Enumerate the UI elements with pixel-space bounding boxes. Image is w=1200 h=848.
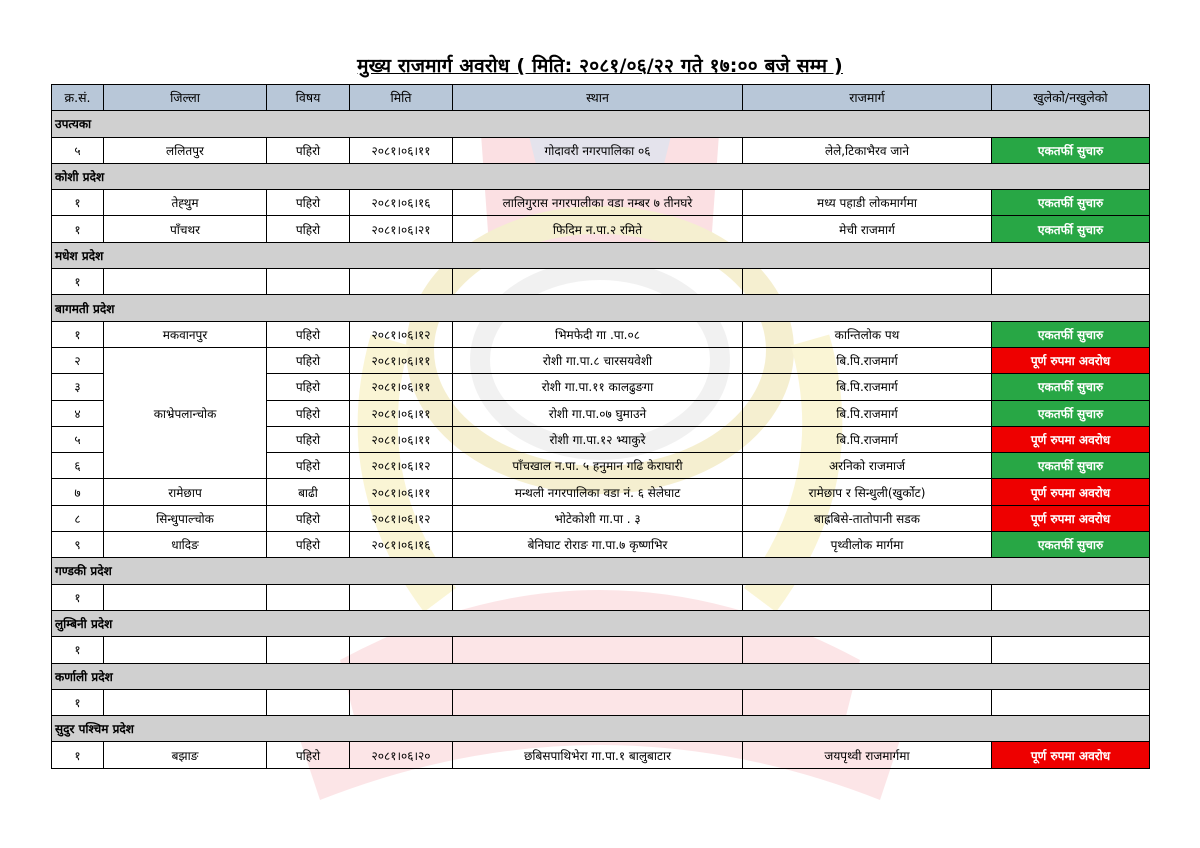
cell-highway: अरनिको राजमार्ज — [743, 453, 992, 479]
cell-sn: १ — [52, 216, 104, 242]
cell-subject: पहिरो — [267, 532, 350, 558]
section-title: सुदुर पश्चिम प्रदेश — [52, 716, 1150, 742]
cell-highway: बि.पि.राजमार्ग — [743, 400, 992, 426]
cell-date: २०८१।०६।१२ — [350, 505, 453, 531]
cell-sn: ४ — [52, 400, 104, 426]
cell-status — [992, 584, 1150, 610]
cell-place: रोशी गा.पा.८ चारसयवेशी — [453, 347, 743, 373]
cell-place — [453, 637, 743, 663]
section-title: लुम्बिनी प्रदेश — [52, 610, 1150, 636]
cell-highway: पृथ्वीलोक मार्गमा — [743, 532, 992, 558]
cell-place: मन्थली नगरपालिका वडा नं. ६ सेलेघाट — [453, 479, 743, 505]
col-header-place: स्थान — [453, 85, 743, 111]
table-header-row — [52, 85, 1150, 111]
cell-highway — [743, 689, 992, 715]
cell-sn: १ — [52, 269, 104, 295]
section-title: बागमती प्रदेश — [52, 295, 1150, 321]
cell-highway: बि.पि.राजमार्ग — [743, 426, 992, 452]
cell-sn: १ — [52, 190, 104, 216]
section-row — [52, 716, 1150, 742]
cell-place: बेनिघाट रोराङ गा.पा.७ कृष्णभिर — [453, 532, 743, 558]
cell-status: एकतर्फी सुचारु — [992, 400, 1150, 426]
cell-sn: २ — [52, 347, 104, 373]
cell-district — [104, 689, 267, 715]
cell-status: पूर्ण रुपमा अवरोध — [992, 347, 1150, 373]
section-row — [52, 663, 1150, 689]
cell-status: एकतर्फी सुचारु — [992, 137, 1150, 163]
cell-highway: कान्तिलोक पथ — [743, 321, 992, 347]
cell-sn: ६ — [52, 453, 104, 479]
table-row — [52, 689, 1150, 715]
cell-sn: १ — [52, 742, 104, 768]
table-row — [52, 347, 1150, 373]
cell-subject: पहिरो — [267, 347, 350, 373]
cell-subject: पहिरो — [267, 505, 350, 531]
cell-highway: मध्य पहाडी लोकमार्गमा — [743, 190, 992, 216]
cell-date — [350, 637, 453, 663]
cell-status — [992, 689, 1150, 715]
cell-date — [350, 269, 453, 295]
cell-subject: पहिरो — [267, 742, 350, 768]
col-header-subject: विषय — [267, 85, 350, 111]
cell-district: पाँचथर — [104, 216, 267, 242]
cell-date — [350, 584, 453, 610]
cell-sn: १ — [52, 637, 104, 663]
cell-highway — [743, 637, 992, 663]
cell-highway: जयपृथ्वी राजमार्गमा — [743, 742, 992, 768]
cell-subject — [267, 269, 350, 295]
cell-date: २०८१।०६।१६ — [350, 532, 453, 558]
col-header-highway: राजमार्ग — [743, 85, 992, 111]
cell-subject: बाढी — [267, 479, 350, 505]
cell-subject: पहिरो — [267, 216, 350, 242]
cell-subject: पहिरो — [267, 137, 350, 163]
cell-date: २०८१।०६।११ — [350, 137, 453, 163]
cell-status: पूर्ण रुपमा अवरोध — [992, 479, 1150, 505]
col-header-date: मिति — [350, 85, 453, 111]
table-row — [52, 637, 1150, 663]
cell-sn: ८ — [52, 505, 104, 531]
cell-district: तेह्थुम — [104, 190, 267, 216]
table-row — [52, 190, 1150, 216]
cell-status — [992, 637, 1150, 663]
cell-highway — [743, 584, 992, 610]
cell-subject: पहिरो — [267, 190, 350, 216]
cell-status: एकतर्फी सुचारु — [992, 321, 1150, 347]
cell-status: एकतर्फी सुचारु — [992, 532, 1150, 558]
section-title: कोशी प्रदेश — [52, 163, 1150, 189]
cell-place: रोशी गा.पा.०७ घुमाउने — [453, 400, 743, 426]
cell-place: पाँचखाल न.पा. ५ हनुमान गढि केराघारी — [453, 453, 743, 479]
cell-subject — [267, 584, 350, 610]
cell-district — [104, 584, 267, 610]
page-title: मुख्य राजमार्ग अवरोध ( मिति: २०८१/०६/२२ गते १७:०० बजे सम्म ) — [357, 55, 843, 77]
cell-place: रोशी गा.पा.११ कालढुङगा — [453, 374, 743, 400]
cell-date — [350, 689, 453, 715]
cell-district: मकवानपुर — [104, 321, 267, 347]
cell-date: २०८१।०६।११ — [350, 479, 453, 505]
cell-place: रोशी गा.पा.१२ भ्याकुरे — [453, 426, 743, 452]
cell-sn: १ — [52, 321, 104, 347]
section-row — [52, 111, 1150, 137]
cell-place — [453, 689, 743, 715]
cell-place — [453, 584, 743, 610]
cell-district — [104, 637, 267, 663]
section-title: गण्डकी प्रदेश — [52, 558, 1150, 584]
section-row — [52, 295, 1150, 321]
highway-obstruction-table — [51, 84, 1150, 769]
cell-date: २०८१।०६।११ — [350, 374, 453, 400]
cell-subject: पहिरो — [267, 426, 350, 452]
cell-status: एकतर्फी सुचारु — [992, 216, 1150, 242]
cell-district: ललितपुर — [104, 137, 267, 163]
table-row — [52, 584, 1150, 610]
cell-highway — [743, 269, 992, 295]
cell-highway: लेले,टिकाभैरव जाने — [743, 137, 992, 163]
cell-place — [453, 269, 743, 295]
cell-status — [992, 269, 1150, 295]
cell-subject: पहिरो — [267, 374, 350, 400]
cell-sn: ३ — [52, 374, 104, 400]
cell-district: बझाङ — [104, 742, 267, 768]
section-title: मधेश प्रदेश — [52, 242, 1150, 268]
table-row — [52, 532, 1150, 558]
col-header-sn: क्र.सं. — [52, 85, 104, 111]
cell-sn: ५ — [52, 137, 104, 163]
cell-date: २०८१।०६।२० — [350, 742, 453, 768]
cell-sn: ९ — [52, 532, 104, 558]
cell-date: २०८१।०६।११ — [350, 426, 453, 452]
cell-subject — [267, 637, 350, 663]
cell-place: भिमफेदी गा .पा.०८ — [453, 321, 743, 347]
cell-status: पूर्ण रुपमा अवरोध — [992, 426, 1150, 452]
cell-status: पूर्ण रुपमा अवरोध — [992, 742, 1150, 768]
cell-place: लालिगुरास नगरपालीका वडा नम्बर ७ तीनघरे — [453, 190, 743, 216]
cell-place: छबिसपाथिभेरा गा.पा.१ बालुबाटार — [453, 742, 743, 768]
table-row — [52, 216, 1150, 242]
cell-sn: १ — [52, 584, 104, 610]
section-row — [52, 610, 1150, 636]
cell-highway: मेची राजमार्ग — [743, 216, 992, 242]
cell-place: फिदिम न.पा.२ रमिते — [453, 216, 743, 242]
cell-highway: बि.पि.राजमार्ग — [743, 347, 992, 373]
cell-subject: पहिरो — [267, 400, 350, 426]
cell-district: धादिङ — [104, 532, 267, 558]
cell-sn: १ — [52, 689, 104, 715]
cell-date: २०८१।०६।११ — [350, 347, 453, 373]
table-body — [52, 111, 1150, 768]
cell-status: एकतर्फी सुचारु — [992, 374, 1150, 400]
cell-highway: बि.पि.राजमार्ग — [743, 374, 992, 400]
cell-date: २०८१।०६।१२ — [350, 453, 453, 479]
col-header-district: जिल्ला — [104, 85, 267, 111]
cell-highway: रामेछाप र सिन्धुली(खुर्कोट) — [743, 479, 992, 505]
cell-sn: ७ — [52, 479, 104, 505]
section-row — [52, 558, 1150, 584]
cell-status: पूर्ण रुपमा अवरोध — [992, 505, 1150, 531]
cell-date: २०८१।०६।१२ — [350, 321, 453, 347]
table-row — [52, 505, 1150, 531]
cell-subject: पहिरो — [267, 453, 350, 479]
section-row — [52, 163, 1150, 189]
section-title: कर्णाली प्रदेश — [52, 663, 1150, 689]
cell-place: भोटेकोशी गा.पा . ३ — [453, 505, 743, 531]
table-row — [52, 269, 1150, 295]
col-header-status: खुलेको/नखुलेको — [992, 85, 1150, 111]
cell-date: २०८१।०६।१६ — [350, 190, 453, 216]
cell-district: सिन्धुपाल्चोक — [104, 505, 267, 531]
table-row — [52, 321, 1150, 347]
cell-subject — [267, 689, 350, 715]
table-row — [52, 742, 1150, 768]
cell-date: २०८१।०६।११ — [350, 400, 453, 426]
cell-district: काभ्रेपलान्चोक — [104, 347, 267, 478]
table-row — [52, 479, 1150, 505]
cell-subject: पहिरो — [267, 321, 350, 347]
section-row — [52, 242, 1150, 268]
cell-status: एकतर्फी सुचारु — [992, 190, 1150, 216]
cell-date: २०८१।०६।२१ — [350, 216, 453, 242]
cell-status: एकतर्फी सुचारु — [992, 453, 1150, 479]
cell-place: गोदावरी नगरपालिका ०६ — [453, 137, 743, 163]
cell-district: रामेछाप — [104, 479, 267, 505]
cell-sn: ५ — [52, 426, 104, 452]
section-title: उपत्यका — [52, 111, 1150, 137]
cell-highway: बाह्रबिसे-तातोपानी सडक — [743, 505, 992, 531]
table-row — [52, 137, 1150, 163]
cell-district — [104, 269, 267, 295]
